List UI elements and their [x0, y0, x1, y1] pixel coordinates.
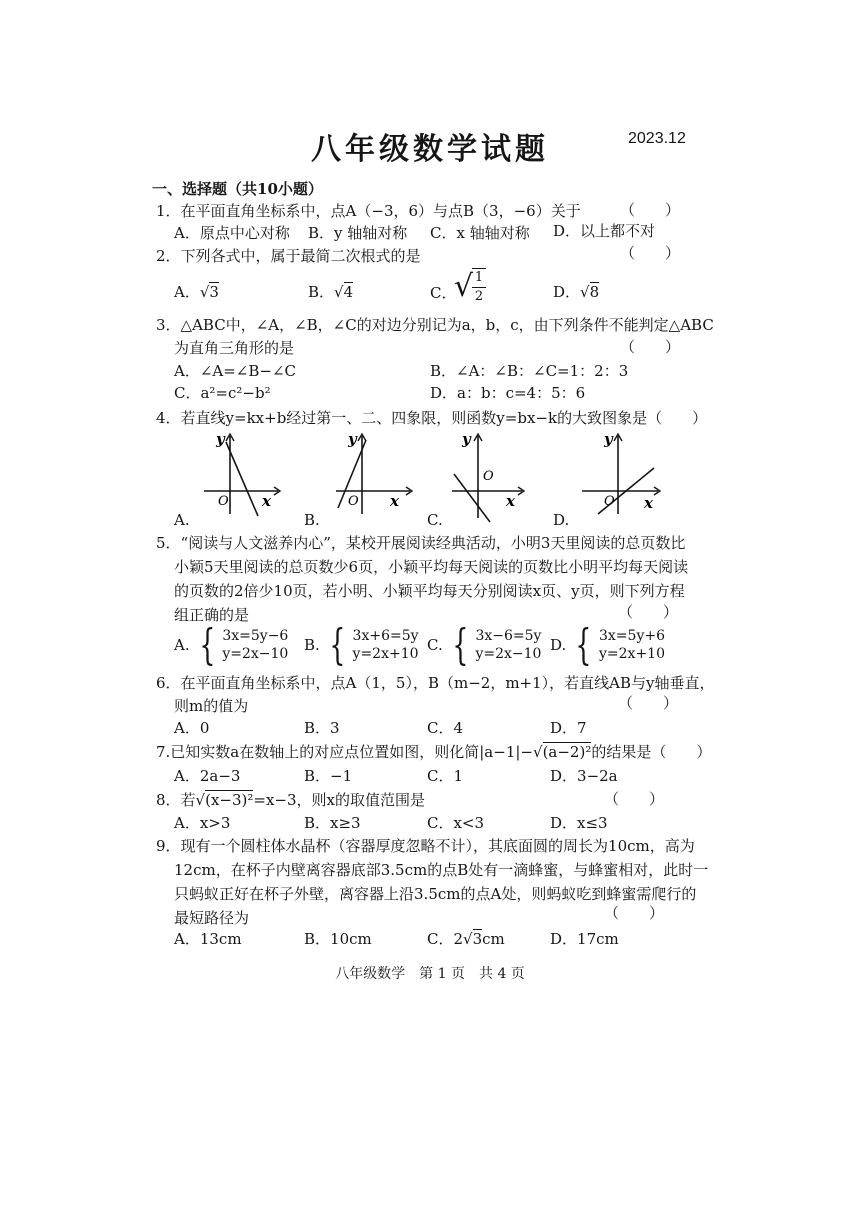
q6-option-b: B．3 [304, 719, 340, 737]
q7-stem [156, 740, 711, 764]
q5-option-d-equations [599, 627, 665, 663]
q3-paren: （ ） [620, 338, 681, 356]
q5-option-a-label: A. [174, 636, 190, 654]
page-title: 八年级数学试题 [311, 132, 549, 167]
q8-radicand: (x−3)² [205, 791, 254, 809]
q9-option-a: A．13cm [174, 930, 242, 948]
q5-option-a-equations [222, 627, 288, 663]
q4-graph-a [196, 428, 286, 518]
y-axis-label: y [348, 430, 357, 448]
q8-stem-part1: 8．若 [156, 791, 196, 809]
q5-option-c-eq2: y=2x−10 [475, 646, 542, 662]
section-heading: 一、选择题（共10小题） [152, 180, 323, 198]
y-axis-label: y [462, 430, 471, 448]
q5-option-d [550, 620, 665, 669]
q2-frac-den: 2 [472, 287, 486, 306]
x-axis-label: x [262, 492, 271, 510]
origin-label: O [348, 494, 359, 509]
q2-option-d-label: D． [553, 283, 581, 301]
origin-label: O [604, 494, 615, 509]
q5-option-c-equations [475, 627, 541, 663]
q5-line4: 组正确的是 [174, 606, 250, 624]
q8-paren: （ ） [604, 790, 665, 808]
q9-paren: （ ） [604, 904, 665, 922]
q8-option-c: C．x<3 [427, 814, 485, 832]
q6-paren: （ ） [618, 694, 679, 712]
q6-option-d: D．7 [550, 719, 587, 737]
q8-option-b: B．x≥3 [304, 814, 361, 832]
sqrt-sign: √ [195, 791, 206, 809]
q3-option-b: B．∠A：∠B：∠C=1：2：3 [430, 362, 629, 380]
q2-option-d [553, 280, 599, 304]
q5-line3: 的页数的2倍少10页，若小明、小颖平均每天分别阅读x页、y页，则下列方程 [174, 582, 685, 600]
q2-option-a-radicand: 3 [209, 283, 219, 301]
q5-option-b [304, 620, 419, 669]
q4-graph-b [328, 428, 418, 518]
sqrt-sign: √ [533, 743, 543, 761]
q5-option-a-eq1: 3x=5y−6 [222, 628, 289, 644]
q1-option-a: A．原点中心对称 [174, 224, 290, 242]
q7-option-d: D．3−2a [550, 767, 618, 785]
origin-label: O [218, 494, 229, 509]
q4-label-b: B. [304, 511, 320, 529]
q8-stem-part2: =x−3，则x的取值范围是 [253, 791, 426, 809]
q3-stem-line1: 3．△ABC中，∠A，∠B，∠C的对边分别记为a，b，c，由下列条件不能判定△ABC [156, 316, 714, 334]
q1-option-d: D．以上都不对 [553, 222, 656, 240]
q7-stem-part1: 7.已知实数a在数轴上的对应点位置如图，则化简|a−1|− [156, 743, 533, 761]
q5-option-d-eq1: 3x=5y+6 [599, 628, 665, 644]
y-axis-label: y [604, 430, 613, 448]
q9-option-c-radicand: 3 [472, 930, 483, 948]
q2-paren: （ ） [620, 244, 681, 262]
q1-stem: 1．在平面直角坐标系中，点A（−3，6）与点B（3，−6）关于 [156, 202, 581, 220]
q9-option-c [427, 927, 505, 951]
q6-option-a: A．0 [174, 719, 210, 737]
q7-option-a: A．2a−3 [174, 767, 241, 785]
q2-frac-num: 1 [472, 268, 486, 287]
q2-option-b-label: B． [308, 283, 335, 301]
q3-option-c: C．a²=c²−b² [174, 384, 271, 402]
q5-line2: 小颖5天里阅读的总页数少6页，小颖平均每天阅读的页数比小明平均每天阅读 [174, 558, 689, 576]
q2-option-a-label: A． [174, 283, 200, 301]
x-axis-label: x [390, 492, 399, 510]
q5-line1: 5．“阅读与人文滋养内心”，某校开展阅读经典活动，小明3天里阅读的总页数比 [156, 534, 686, 552]
q3-option-a: A．∠A=∠B−∠C [174, 362, 297, 380]
q8-option-d: D．x≤3 [550, 814, 608, 832]
q5-option-d-label: D. [550, 636, 567, 654]
origin-label: O [483, 469, 494, 484]
sqrt-sign: √ [199, 283, 210, 301]
q4-graph-c [448, 428, 538, 524]
q5-option-d-eq2: y=2x+10 [599, 646, 665, 662]
q7-radicand: (a−2)² [542, 743, 592, 761]
q3-option-d: D．a：b：c=4：5：6 [430, 384, 586, 402]
brace-icon: { [452, 620, 469, 669]
sqrt-sign: √ [463, 930, 473, 948]
y-axis-label: y [216, 430, 225, 448]
q4-label-d: D. [553, 511, 570, 529]
q9-line1: 9．现有一个圆柱体水晶杯（容器厚度忽略不计），其底面圆的周长为10cm，高为 [156, 837, 695, 855]
q5-option-c [427, 620, 542, 669]
sqrt-sign: √ [454, 269, 474, 304]
brace-icon: { [329, 620, 346, 669]
q5-option-c-label: C. [427, 636, 443, 654]
q2-option-a [174, 280, 219, 304]
q3-stem-line2: 为直角三角形的是 [174, 339, 295, 357]
x-axis-label: x [506, 492, 515, 510]
q4-label-c: C. [427, 511, 443, 529]
q4-label-a: A. [174, 511, 190, 529]
page-footer: 八年级数学 第 1 页 共 4 页 [335, 966, 525, 982]
exam-date: 2023.12 [628, 130, 686, 147]
q1-option-b: B．y 轴轴对称 [308, 224, 408, 242]
q9-option-d: D．17cm [550, 930, 619, 948]
q2-option-b-radicand: 4 [343, 283, 354, 301]
q5-option-a-eq2: y=2x−10 [222, 646, 289, 662]
q2-stem: 2．下列各式中，属于最简二次根式的是 [156, 247, 421, 265]
q6-stem-line1: 6．在平面直角坐标系中，点A（1，5），B（m−2，m+1），若直线AB与y轴垂直， [156, 674, 715, 692]
q9-option-c-unit: cm [482, 930, 505, 948]
q5-option-b-eq2: y=2x+10 [352, 646, 419, 662]
q4-graph-d [574, 428, 666, 518]
q9-line2: 12cm，在杯子内壁离容器底部3.5cm的点B处有一滴蜂蜜，与蜂蜜相对，此时一 [174, 861, 709, 879]
function-line [226, 442, 258, 516]
q5-option-b-label: B. [304, 636, 320, 654]
q9-line3: 只蚂蚁正好在杯子外壁，离容器上沿3.5cm的点A处，则蚂蚁吃到蜂蜜需爬行的 [174, 885, 697, 903]
q9-option-c-label: C．2 [427, 930, 464, 948]
sqrt-sign: √ [580, 283, 590, 301]
q5-paren: （ ） [618, 603, 679, 621]
q5-option-b-eq1: 3x+6=5y [352, 628, 419, 644]
q1-paren: （ ） [620, 201, 681, 219]
x-axis-label: x [644, 494, 653, 512]
q7-stem-part2: 的结果是（ ） [591, 743, 712, 761]
q9-option-b: B．10cm [304, 930, 372, 948]
q9-line4: 最短路径为 [174, 909, 250, 927]
q6-stem-line2: 则m的值为 [174, 697, 249, 715]
brace-icon: { [198, 620, 215, 669]
sqrt-sign: √ [334, 283, 344, 301]
q5-option-c-eq1: 3x−6=5y [475, 628, 542, 644]
q5-option-b-equations [353, 627, 419, 663]
q6-option-c: C．4 [427, 719, 464, 737]
q1-option-c: C．x 轴轴对称 [430, 224, 530, 242]
q2-option-c-label: C． [430, 284, 457, 302]
q5-option-a [174, 620, 289, 669]
q7-option-b: B．−1 [304, 767, 353, 785]
q4-stem: 4．若直线y=kx+b经过第一、二、四象限，则函数y=bx−k的大致图象是（ ） [156, 409, 708, 427]
q2-option-d-radicand: 8 [589, 283, 600, 301]
q8-stem [156, 788, 425, 812]
q7-option-c: C．1 [427, 767, 464, 785]
q8-option-a: A．x>3 [174, 814, 231, 832]
q2-option-b [308, 280, 353, 304]
brace-icon: { [575, 620, 592, 669]
